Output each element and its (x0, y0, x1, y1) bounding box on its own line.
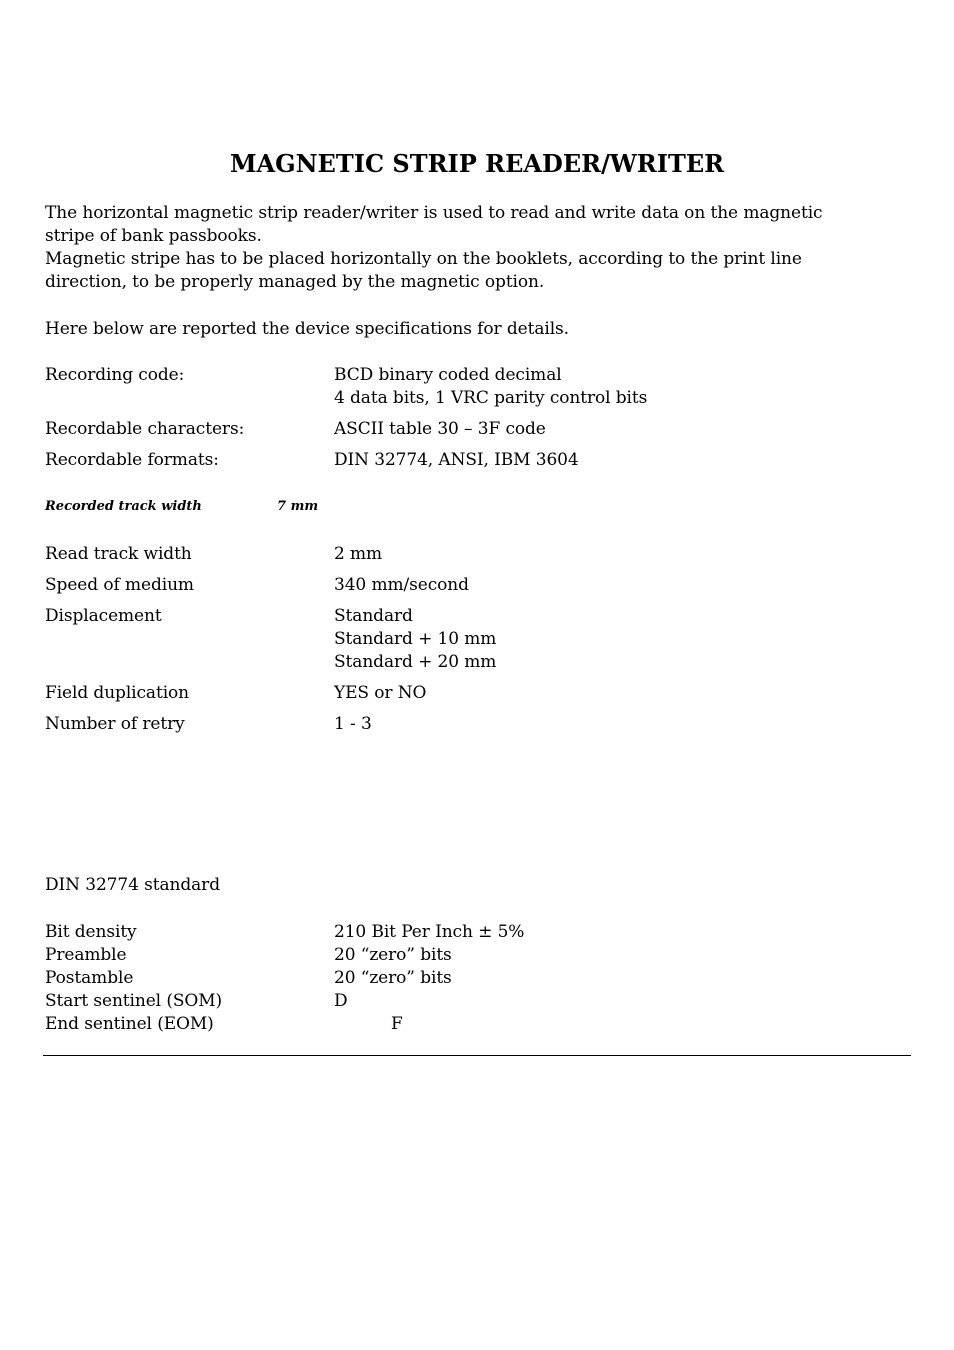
din-label-preamble: Preamble (45, 945, 127, 965)
din-label-end-sentinel: End sentinel (EOM) (45, 1014, 214, 1034)
spec-value-field-duplication: YES or NO (334, 683, 427, 703)
spec-label-speed-of-medium: Speed of medium (45, 575, 194, 595)
din-value-bit-density: 210 Bit Per Inch ± 5% (334, 922, 525, 942)
spec-value-recording-code-1: BCD binary coded decimal (334, 365, 562, 385)
din-value-end-sentinel: F (391, 1014, 403, 1034)
spec-label-number-of-retry: Number of retry (45, 714, 185, 734)
din-label-start-sentinel: Start sentinel (SOM) (45, 991, 223, 1011)
spec-value-recordable-formats: DIN 32774, ANSI, IBM 3604 (334, 450, 579, 470)
spec-label-recording-code: Recording code: (45, 365, 185, 385)
spec-value-recorded-track-width: 7 mm (277, 499, 319, 514)
din-value-postamble: 20 “zero” bits (334, 968, 452, 988)
din-label-bit-density: Bit density (45, 922, 137, 942)
din-value-preamble: 20 “zero” bits (334, 945, 452, 965)
page-title: MAGNETIC STRIP READER/WRITER (229, 149, 725, 178)
din-label-postamble: Postamble (45, 968, 134, 988)
spec-label-displacement: Displacement (45, 606, 162, 626)
intro-paragraph-1-line-1: The horizontal magnetic strip reader/writer is used to read and write data on the magnetic (45, 203, 823, 223)
intro-paragraph-3: Here below are reported the device specifications for details. (45, 319, 569, 339)
horizontal-rule (43, 1055, 911, 1056)
spec-value-displacement-1: Standard (334, 606, 413, 626)
intro-paragraph-2-line-2: direction, to be properly managed by the magnetic option. (45, 272, 545, 292)
spec-value-number-of-retry: 1 - 3 (334, 714, 372, 734)
spec-value-recording-code-2: 4 data bits, 1 VRC parity control bits (334, 388, 648, 408)
spec-label-read-track-width: Read track width (45, 544, 192, 564)
din-value-start-sentinel: D (334, 991, 348, 1011)
intro-paragraph-2-line-1: Magnetic stripe has to be placed horizontally on the booklets, according to the print line (45, 249, 802, 269)
spec-value-speed-of-medium: 340 mm/second (334, 575, 469, 595)
spec-value-recordable-characters: ASCII table 30 – 3F code (334, 419, 546, 439)
spec-label-recordable-characters: Recordable characters: (45, 419, 245, 439)
spec-value-displacement-3: Standard + 20 mm (334, 652, 497, 672)
spec-value-displacement-2: Standard + 10 mm (334, 629, 497, 649)
spec-label-recordable-formats: Recordable formats: (45, 450, 219, 470)
spec-value-read-track-width: 2 mm (334, 544, 383, 564)
intro-paragraph-1-line-2: stripe of bank passbooks. (45, 226, 262, 246)
din-heading: DIN 32774 standard (45, 875, 220, 895)
spec-label-field-duplication: Field duplication (45, 683, 190, 703)
spec-label-recorded-track-width: Recorded track width (45, 499, 202, 514)
